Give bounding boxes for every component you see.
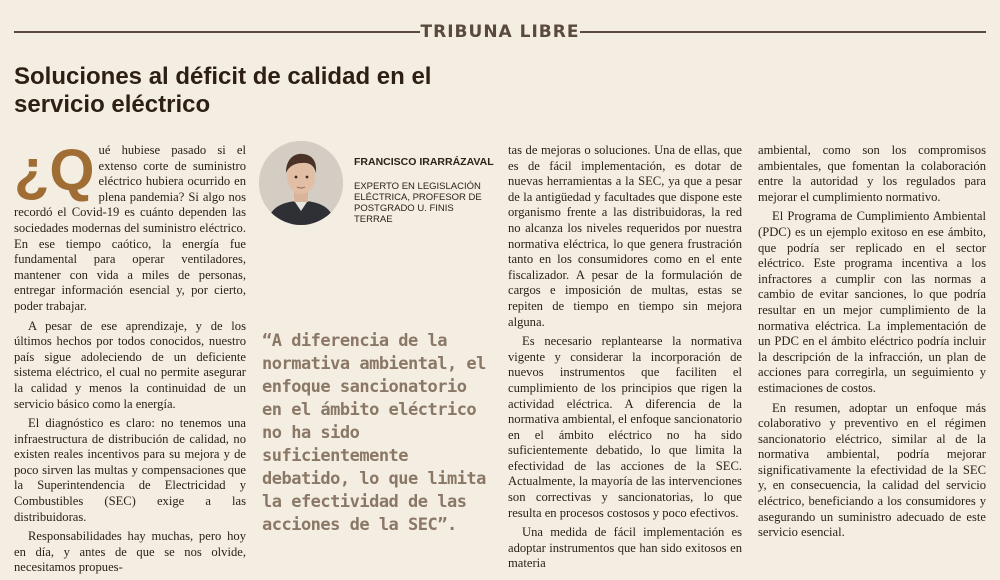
pull-quote: “A diferencia de la normativa ambiental, el enfoque sancionatorio en el ámbito eléctrico no ha sido suficientemente debatido, lo que limita la efectividad de las acciones de la SEC”. bbox=[262, 331, 486, 535]
drop-cap: ¿Q bbox=[14, 138, 95, 203]
paragraph: Es necesario replantearse la normativa vigente y considerar la incorporación de nuevos instrumentos que faciliten el cumplimiento de los principios que rigen la actividad eléctrica. A diferencia de la normativa ambiental, el enfoque sancionatorio en el ámbito eléctrico no ha sido suficientemente debatido, lo que limita la efectividad de las acciones de la SEC. Actualmente, la mayoría de las intervenciones son correctivas y sancionatorias, lo que resulta en procesos costosos y poco efectivos. bbox=[508, 334, 742, 520]
section-label: TRIBUNA LIBRE bbox=[420, 22, 580, 42]
article-column-4 bbox=[758, 143, 986, 545]
paragraph: El diagnóstico es claro: no tenemos una infraestructura de distribución de calidad, no existen reales incentivos para su mejora y de poco sirven las multas y compensaciones que la Superintendencia de Electricidad y Combustibles (SEC) exige a las distribuidoras. bbox=[14, 416, 246, 524]
author-photo bbox=[259, 141, 343, 225]
paragraph bbox=[14, 138, 246, 315]
section-rule-right bbox=[580, 31, 986, 33]
section-rule-left bbox=[14, 31, 420, 33]
article-column-3 bbox=[508, 143, 742, 576]
paragraph: ambiental, como son los compromisos ambientales, que fomentan la colaboración entre la autoridad y los regulados para mejorar el cumplimiento normativo. bbox=[758, 143, 986, 204]
paragraph: tas de mejoras o soluciones. Una de ellas, que es de fácil implementación, es dotar de nuevas herramientas a la SEC, ya que a pesar de la antigüedad y facultades que dispone este organismo frente a las distribuidoras, la red no alcanza los niveles requeridos por nuestra normativa eléctrica, lo que genera frustración tanto en los consumidores como en el ente fiscalizador. A pesar de la formulación de cargos e imposición de multas, estas se repiten de tiempo en tiempo sin mejora alguna. bbox=[508, 143, 742, 329]
section-header bbox=[0, 20, 1000, 44]
paragraph-text: ué hubiese pasado si el extenso corte de suministro eléctrico hubiera ocurrido en plena pandemia? Si algo nos recordó el Covid-19 es cuánto dependen las sociedades modernas del suministro eléctrico. En ese tiempo caótico, la energía fue fundamental para operar ventiladores, mantener con vida a miles de personas, entregar información esencial y, por cierto, poder trabajar. bbox=[14, 143, 246, 313]
author-name: FRANCISCO IRARRÁZAVAL bbox=[354, 156, 494, 168]
article-column-1 bbox=[14, 138, 246, 580]
paragraph: En resumen, adoptar un enfoque más colaborativo y preventivo en el régimen sancionatorio eléctrico, similar al de la normativa ambiental, podría mejorar significativamente la efectividad de la SEC y, en consecuencia, la calidad del servicio eléctrico, beneficiando a los consumidores y asegurando un suministro adecuado de este servicio esencial. bbox=[758, 400, 986, 540]
article-headline: Soluciones al déficit de calidad en el servicio eléctrico bbox=[14, 63, 432, 118]
paragraph: A pesar de ese aprendizaje, y de los últimos hechos por todos conocidos, nuestro país sigue adoleciendo de un deficiente sistema eléctrico, el cual no permite asegurar la calidad y menos la continuidad de un servicio básico como la energía. bbox=[14, 318, 246, 411]
author-role: EXPERTO EN LEGISLACIÓN ELÉCTRICA, PROFESOR DE POSTGRADO U. FINIS TERRAE bbox=[354, 181, 482, 225]
paragraph: Responsabilidades hay muchas, pero hoy en día, y antes de que se nos olvide, necesitamos propues- bbox=[14, 529, 246, 575]
paragraph: El Programa de Cumplimiento Ambiental (PDC) es un ejemplo exitoso en ese ámbito, que podría ser replicado en el sector eléctrico. Este programa incentiva a los infractores a cumplir con las normas a cambio de evitar sanciones, lo que podría resultar en un mejor cumplimiento de la normativa eléctrica. La implementación de un PDC en el ámbito eléctrico podría incluir la descripción de la infracción, un plan de acciones para corregirla, un seguimiento y estimaciones de costos. bbox=[758, 209, 986, 395]
paragraph: Una medida de fácil implementación es adoptar instrumentos que han sido exitosos en materia bbox=[508, 525, 742, 571]
